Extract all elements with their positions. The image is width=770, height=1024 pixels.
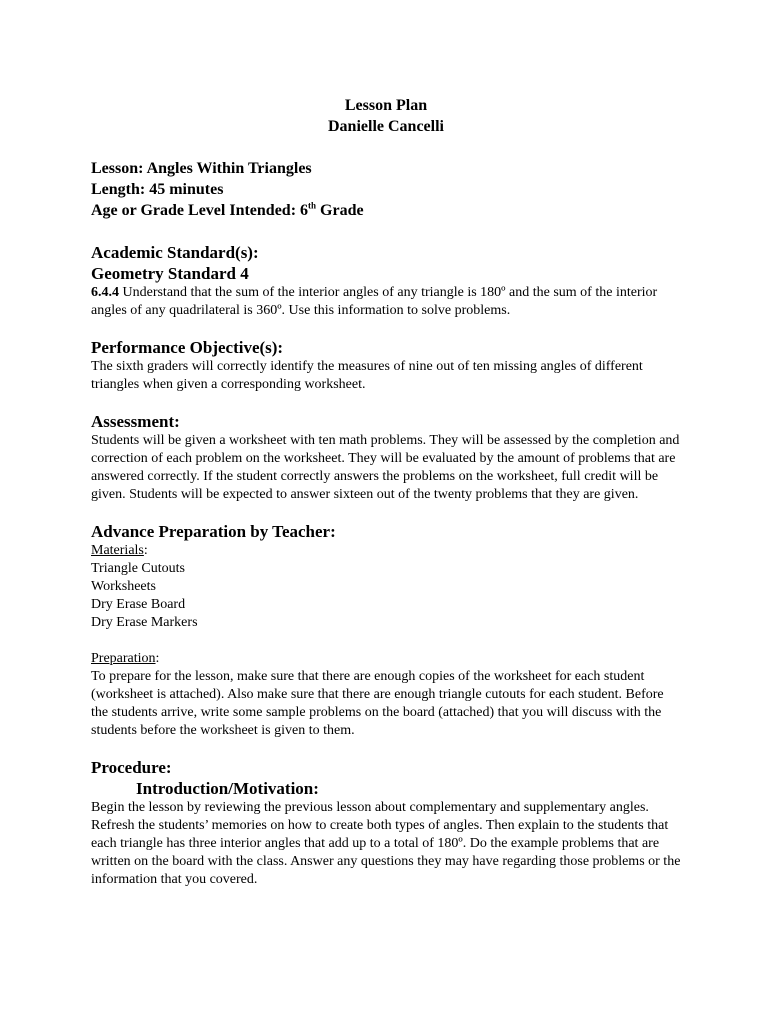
materials-label: Materials xyxy=(91,543,144,558)
preparation-label: Preparation xyxy=(91,651,156,666)
assessment-heading: Assessment: xyxy=(91,412,180,431)
lesson-length: Length: 45 minutes xyxy=(91,181,224,198)
standard-description: Understand that the sum of the interior angles of any triangle is 180º and the sum of the interior angles of any quadrilateral is 360º. Use this information to solve problems. xyxy=(91,285,658,318)
grade-level-suffix: Grade xyxy=(316,202,364,219)
preparation-label-line: Preparation: xyxy=(91,651,160,666)
materials-item: Dry Erase Board xyxy=(91,597,186,612)
procedure-heading: Procedure: xyxy=(91,758,172,777)
performance-objectives-heading: Performance Objective(s): xyxy=(91,338,284,357)
introduction-text: Begin the lesson by reviewing the previous lesson about complementary and supplementary angles. Refresh the students’ memories on how to create both types of angles. Then explain to the students that each triangle has three interior angles that add up to a total of 180º. Do the example problems that are written on the board with the class. Answer any questions they may have regarding those problems or the information that you covered. xyxy=(91,800,681,887)
materials-item: Dry Erase Markers xyxy=(91,615,198,630)
grade-level-prefix: Age or Grade Level Intended: 6 xyxy=(91,202,309,219)
introduction-heading: Introduction/Motivation: xyxy=(136,779,319,798)
academic-standards-subheading: Geometry Standard 4 xyxy=(91,264,249,283)
advance-preparation-heading: Advance Preparation by Teacher: xyxy=(91,522,336,541)
assessment-text: Students will be given a worksheet with ten math problems. They will be assessed by the completion and correction of each problem on the worksheet. They will be evaluated by the amount of problems that are answered correctly. If the student correctly answers the problems on the worksheet, full credit will be given. Students will be expected to answer sixteen out of the twenty problems that they are given. xyxy=(91,433,680,502)
document-title: Lesson Plan xyxy=(344,97,428,114)
author-name: Danielle Cancelli xyxy=(328,118,444,135)
document-content xyxy=(91,95,681,889)
grade-level-sup: th xyxy=(308,200,317,211)
materials-item: Triangle Cutouts xyxy=(91,561,185,576)
materials-label-line: Materials: xyxy=(91,543,148,558)
academic-standards-heading: Academic Standard(s): xyxy=(91,243,259,262)
academic-standards-text xyxy=(91,284,681,320)
lesson-name: Lesson: Angles Within Triangles xyxy=(91,160,312,177)
grade-level xyxy=(91,200,681,221)
preparation-text: To prepare for the lesson, make sure that there are enough copies of the worksheet for each student (worksheet is attached). Also make sure that there are enough triangle cutouts for each student. Before the students arrive, write some sample problems on the board (attached) that you will discuss with the students before the worksheet is given to them. xyxy=(91,669,664,738)
materials-item: Worksheets xyxy=(91,579,156,594)
standard-code: 6.4.4 xyxy=(91,285,119,300)
performance-objectives-text: The sixth graders will correctly identify the measures of nine out of ten missing angles of different triangles when given a corresponding worksheet. xyxy=(91,359,643,392)
